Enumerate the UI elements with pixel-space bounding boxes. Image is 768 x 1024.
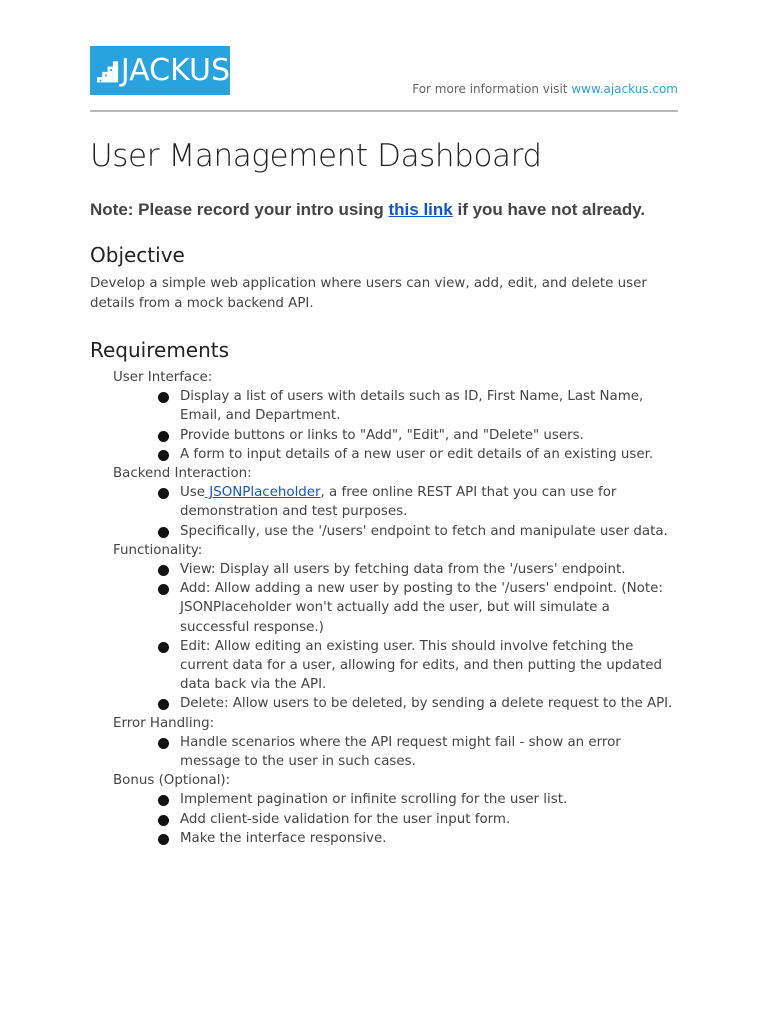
- bullet-icon: [158, 565, 169, 576]
- bonus-bullets: [113, 790, 678, 848]
- list-item-text: Provide buttons or links to "Add", "Edit", and "Delete" users.: [180, 427, 584, 443]
- bullet-icon: [158, 488, 169, 499]
- bullet-icon: [158, 834, 169, 845]
- list-item: [180, 790, 678, 809]
- page-title: User Management Dashboard: [90, 138, 542, 174]
- requirements-heading: Requirements: [90, 338, 230, 362]
- list-item: [180, 522, 678, 541]
- note-before: Note: Please record your intro using: [90, 200, 389, 219]
- list-item-text: Specifically, use the '/users' endpoint to fetch and manipulate user data.: [180, 523, 668, 539]
- bullet-icon: [158, 392, 169, 403]
- list-item-text: Implement pagination or infinite scrolling for the user list.: [180, 792, 568, 808]
- ajackus-logo: [90, 46, 230, 95]
- intro-link[interactable]: this link: [388, 200, 453, 219]
- bullet-icon: [158, 815, 169, 826]
- bullet-icon: [158, 450, 169, 461]
- list-item: [180, 560, 678, 579]
- list-item-text: View: Display all users by fetching data from the '/users' endpoint.: [180, 562, 626, 578]
- list-item-text: A form to input details of a new user or edit details of an existing user.: [180, 446, 654, 462]
- list-item-text: Display a list of users with details such as ID, First Name, Last Name, Email, and Department.: [180, 389, 644, 424]
- bullet-icon: [158, 699, 169, 710]
- section-label-ui: User Interface:: [113, 370, 213, 385]
- header-divider: [90, 110, 678, 112]
- bullet-icon: [158, 795, 169, 806]
- note-after: if you have not already.: [452, 200, 646, 219]
- bullet-icon: [158, 642, 169, 653]
- jsonplaceholder-link[interactable]: JSONPlaceholder: [205, 485, 321, 501]
- requirements-list: [113, 368, 678, 848]
- header-info: [412, 82, 678, 96]
- list-item-text: Handle scenarios where the API request might fail - show an error message to the user in such cases.: [180, 734, 621, 770]
- bullet-icon: [158, 738, 169, 749]
- list-item-suffix: , a free online REST API that you can use for demonstration and test purposes.: [180, 485, 617, 520]
- bullet-icon: [158, 431, 169, 442]
- list-item-prefix: Use: [180, 485, 206, 501]
- backend-bullets: [113, 483, 678, 541]
- bullet-icon: [158, 584, 169, 595]
- logo-text: JACKUS: [120, 52, 230, 88]
- objective-heading: Objective: [90, 243, 185, 267]
- list-item: [180, 694, 678, 713]
- list-item: [180, 445, 678, 464]
- bullet-icon: [158, 527, 169, 538]
- list-item-text: Delete: Allow users to be deleted, by sending a delete request to the API.: [180, 696, 673, 712]
- list-item: [180, 829, 678, 848]
- list-item: [180, 387, 678, 425]
- list-item: [180, 637, 678, 695]
- list-item: [180, 579, 678, 637]
- section-label-errors: Error Handling:: [113, 715, 215, 731]
- list-item-text: Edit: Allow editing an existing user. This should involve fetching the current data for a user, allowing for edits, and then putting the updated data back via the API.: [180, 638, 662, 693]
- section-label-backend: Backend Interaction:: [113, 466, 252, 482]
- list-item: [180, 733, 678, 771]
- section-label-functionality: Functionality:: [113, 542, 203, 558]
- list-item-text: Make the interface responsive.: [180, 830, 387, 846]
- website-link[interactable]: www.ajackus.com: [571, 82, 678, 96]
- functionality-bullets: [113, 560, 678, 714]
- list-item: [180, 426, 678, 445]
- section-label-bonus: Bonus (Optional):: [113, 773, 231, 789]
- list-item-text: Add: Allow adding a new user by posting to the '/users' endpoint. (Note: JSONPlaceholder won't actually add the user, but will simulate a successful response.): [180, 581, 663, 635]
- objective-text: Develop a simple web application where users can view, add, edit, and delete user details from a mock backend API.: [90, 276, 647, 311]
- intro-note: [90, 200, 645, 220]
- list-item: [180, 483, 678, 521]
- logo-stairs-icon: [97, 58, 120, 84]
- list-item-text: Add client-side validation for the user input form.: [180, 811, 511, 827]
- ui-bullets: [113, 387, 678, 464]
- error-bullets: [113, 733, 678, 771]
- info-prefix: For more information visit: [412, 82, 572, 96]
- list-item: [180, 810, 678, 829]
